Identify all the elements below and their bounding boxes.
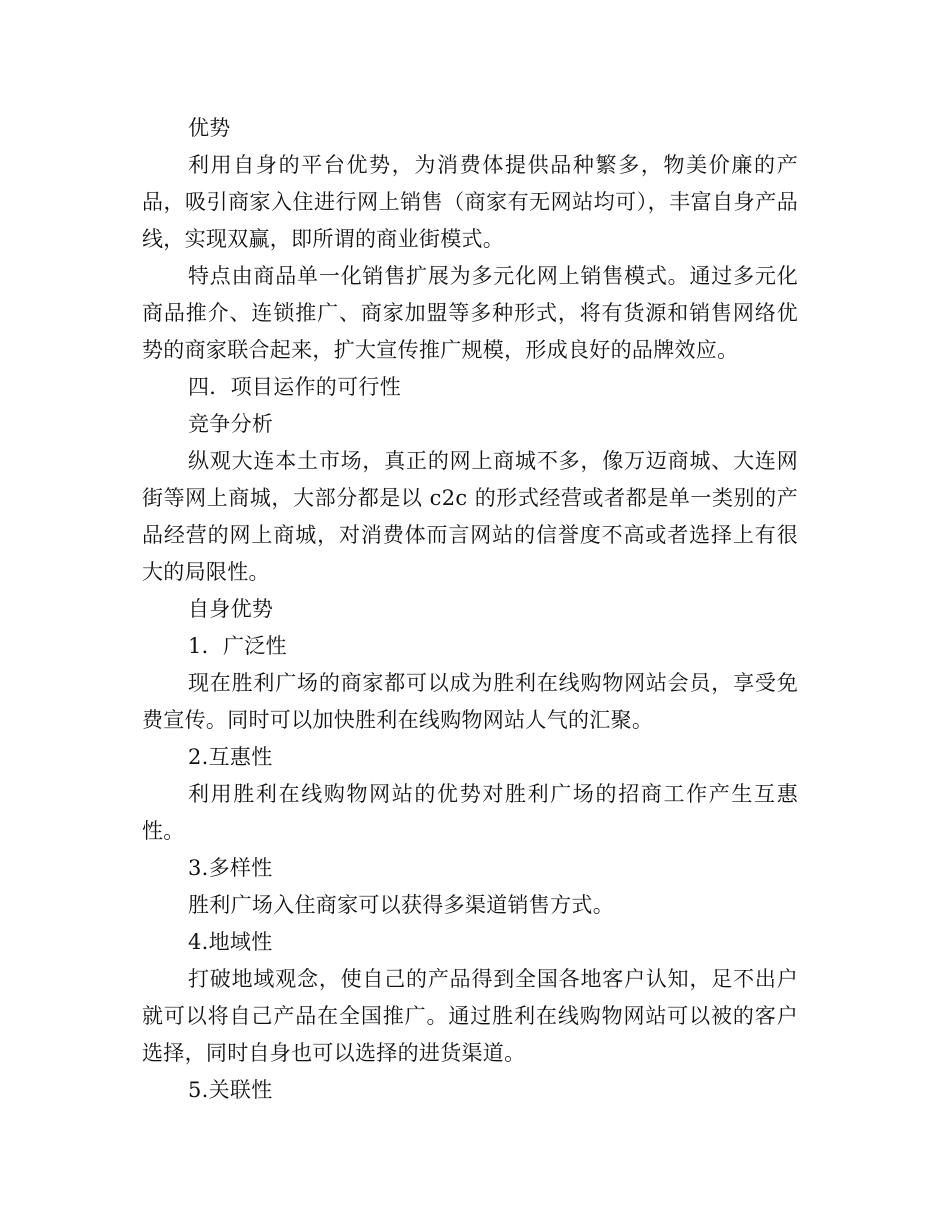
heading-breadth: 1．广泛性 <box>188 634 287 658</box>
document-body <box>142 110 798 1109</box>
heading-competition-analysis: 竞争分析 <box>188 412 274 436</box>
heading-regional: 4.地域性 <box>188 930 273 954</box>
heading-diversity: 3.多样性 <box>188 856 273 880</box>
paragraph-platform-advantage: 利用自身的平台优势，为消费体提供品种繁多，物美价廉的产品，吸引商家入住进行网上销售（商家有无网站均可），丰富自身产品线，实现双赢，即所谓的商业街模式。 <box>142 153 798 251</box>
paragraph-features: 特点由商品单一化销售扩展为多元化网上销售模式。通过多元化商品推介、连锁推广、商家加盟等多种形式，将有货源和销售网络优势的商家联合起来，扩大宣传推广规模，形成良好的品牌效应。 <box>142 264 798 362</box>
heading-relevance: 5.关联性 <box>188 1078 273 1102</box>
paragraph-reciprocity: 利用胜利在线购物网站的优势对胜利广场的招商工作产生互惠性。 <box>142 782 798 843</box>
paragraph-market-overview: 纵观大连本土市场，真正的网上商城不多，像万迈商城、大连网街等网上商城，大部分都是以 c2c 的形式经营或者都是单一类别的产品经营的网上商城，对消费体而言网站的信誉度不高或者选择上有很大的局限性。 <box>142 449 798 584</box>
heading-reciprocity: 2.互惠性 <box>188 745 273 769</box>
heading-feasibility: 四．项目运作的可行性 <box>188 375 401 399</box>
heading-advantage: 优势 <box>188 116 231 140</box>
paragraph-breadth: 现在胜利广场的商家都可以成为胜利在线购物网站会员，享受免费宣传。同时可以加快胜利在线购物网站人气的汇聚。 <box>142 671 798 732</box>
heading-own-advantages: 自身优势 <box>188 597 274 621</box>
paragraph-diversity: 胜利广场入住商家可以获得多渠道销售方式。 <box>188 893 614 917</box>
paragraph-regional: 打破地域观念，使自己的产品得到全国各地客户认知，足不出户就可以将自己产品在全国推广。通过胜利在线购物网站可以被的客户选择，同时自身也可以选择的进货渠道。 <box>142 967 798 1065</box>
